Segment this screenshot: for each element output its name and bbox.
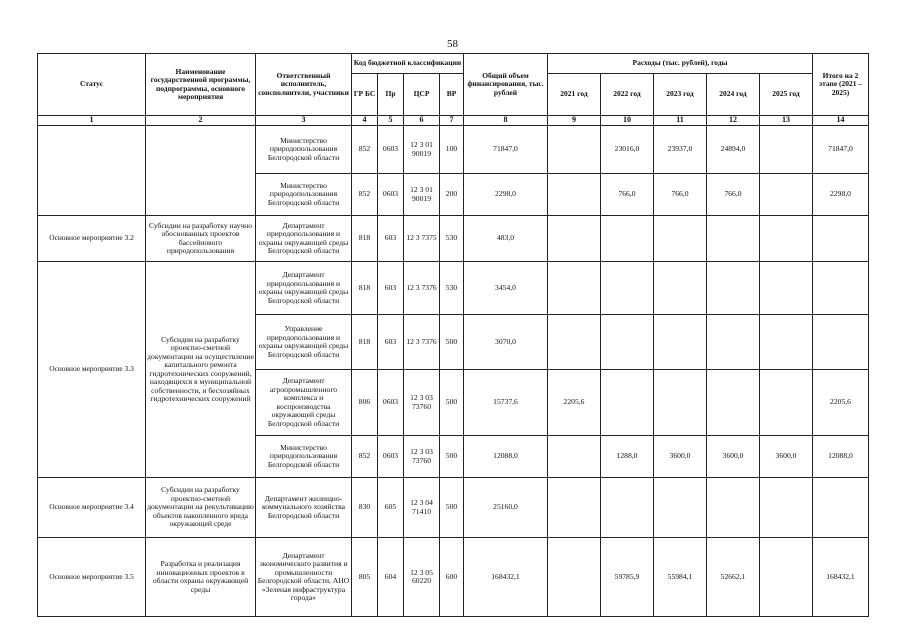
responsible-cell: Управление природопользования и охраны окружающей среды Белгородской области bbox=[256, 315, 352, 370]
vr-cell: 500 bbox=[440, 370, 464, 436]
col-number: 14 bbox=[813, 116, 869, 126]
grbs-cell: 805 bbox=[352, 538, 378, 617]
y2024-cell: 24894,0 bbox=[707, 126, 760, 174]
name-cell: Разработка и реализация инновационных проектов в области охраны окружающей среды bbox=[146, 538, 256, 617]
y2023-cell bbox=[654, 216, 707, 262]
total-cell: 12088,0 bbox=[464, 436, 548, 478]
y2023-cell: 55984,1 bbox=[654, 538, 707, 617]
col-number: 9 bbox=[548, 116, 601, 126]
y2025-cell bbox=[760, 174, 813, 216]
y2025-cell bbox=[760, 370, 813, 436]
grbs-cell: 830 bbox=[352, 478, 378, 538]
pr-cell: 603 bbox=[378, 216, 404, 262]
csr-cell: 12 3 04 71410 bbox=[404, 478, 440, 538]
col-number: 10 bbox=[601, 116, 654, 126]
stage-total-cell bbox=[813, 315, 869, 370]
name-cell: Субсидии на разработку проектно-сметной документации на рекультивацию объектов накопленного вреда окружающей среде bbox=[146, 478, 256, 538]
header-total-fin: Общий объем финансирования, тыс. рублей bbox=[464, 54, 548, 116]
pr-cell: 604 bbox=[378, 538, 404, 617]
y2023-cell bbox=[654, 262, 707, 315]
col-number: 4 bbox=[352, 116, 378, 126]
status-cell bbox=[38, 126, 146, 216]
col-number: 2 bbox=[146, 116, 256, 126]
y2023-cell: 23937,0 bbox=[654, 126, 707, 174]
y2022-cell bbox=[601, 478, 654, 538]
y2025-cell bbox=[760, 315, 813, 370]
header-responsible: Ответственный исполнитель, соисполнители, участники bbox=[256, 54, 352, 116]
grbs-cell: 818 bbox=[352, 315, 378, 370]
total-cell: 3070,0 bbox=[464, 315, 548, 370]
header-status: Статус bbox=[38, 54, 146, 116]
y2021-cell bbox=[548, 478, 601, 538]
table-row bbox=[38, 126, 869, 174]
stage-total-cell: 12088,0 bbox=[813, 436, 869, 478]
pr-cell: 0603 bbox=[378, 436, 404, 478]
csr-cell: 12 3 03 73760 bbox=[404, 370, 440, 436]
status-cell: Основное мероприятие 3.3 bbox=[38, 262, 146, 478]
col-number: 8 bbox=[464, 116, 548, 126]
y2022-cell: 23016,0 bbox=[601, 126, 654, 174]
grbs-cell: 852 bbox=[352, 126, 378, 174]
total-cell: 15737,6 bbox=[464, 370, 548, 436]
header-2021: 2021 год bbox=[548, 74, 601, 116]
y2024-cell: 52662,1 bbox=[707, 538, 760, 617]
total-cell: 3454,0 bbox=[464, 262, 548, 315]
y2023-cell bbox=[654, 478, 707, 538]
status-cell: Основное мероприятие 3.5 bbox=[38, 538, 146, 617]
y2021-cell bbox=[548, 538, 601, 617]
pr-cell: 603 bbox=[378, 315, 404, 370]
vr-cell: 500 bbox=[440, 315, 464, 370]
y2022-cell: 1288,0 bbox=[601, 436, 654, 478]
csr-cell: 12 3 7376 bbox=[404, 315, 440, 370]
responsible-cell: Департамент экономического развития и промышленности Белгородской области, АНО «Зеленая инфраструктура города» bbox=[256, 538, 352, 617]
responsible-cell: Департамент жилищно-коммунального хозяйства Белгородской области bbox=[256, 478, 352, 538]
header-row-1 bbox=[38, 54, 869, 74]
vr-cell: 600 bbox=[440, 538, 464, 617]
y2024-cell bbox=[707, 370, 760, 436]
responsible-cell: Департамент природопользования и охраны окружающей среды Белгородской области bbox=[256, 216, 352, 262]
name-cell bbox=[146, 126, 256, 216]
header-expenses-group: Расходы (тыс. рублей), годы bbox=[548, 54, 813, 74]
y2021-cell bbox=[548, 216, 601, 262]
y2023-cell bbox=[654, 370, 707, 436]
vr-cell: 500 bbox=[440, 478, 464, 538]
stage-total-cell bbox=[813, 216, 869, 262]
stage-total-cell bbox=[813, 478, 869, 538]
vr-cell: 530 bbox=[440, 262, 464, 315]
table-row bbox=[38, 538, 869, 617]
pr-cell: 605 bbox=[378, 478, 404, 538]
y2021-cell bbox=[548, 174, 601, 216]
col-number: 3 bbox=[256, 116, 352, 126]
y2025-cell bbox=[760, 262, 813, 315]
y2023-cell: 3600,0 bbox=[654, 436, 707, 478]
y2024-cell: 3600,0 bbox=[707, 436, 760, 478]
header-2023: 2023 год bbox=[654, 74, 707, 116]
col-number: 5 bbox=[378, 116, 404, 126]
vr-cell: 200 bbox=[440, 174, 464, 216]
stage-total-cell: 2298,0 bbox=[813, 174, 869, 216]
y2024-cell bbox=[707, 216, 760, 262]
pr-cell: 603 bbox=[378, 262, 404, 315]
header-stage-total: Итого на 2 этапе (2021 – 2025) bbox=[813, 54, 869, 116]
stage-total-cell: 71847,0 bbox=[813, 126, 869, 174]
y2022-cell: 766,0 bbox=[601, 174, 654, 216]
responsible-cell: Министерство природопользования Белгородской области bbox=[256, 174, 352, 216]
pr-cell: 0603 bbox=[378, 126, 404, 174]
y2022-cell: 59785,9 bbox=[601, 538, 654, 617]
y2023-cell bbox=[654, 315, 707, 370]
name-cell: Субсидии на разработку проектно-сметной документации на осуществление капитального ремонта гидротехнических сооружений, находящихся в муниципальной собственности, и бесхозяйных гидротехнических сооружений bbox=[146, 262, 256, 478]
header-2024: 2024 год bbox=[707, 74, 760, 116]
grbs-cell: 818 bbox=[352, 262, 378, 315]
pr-cell: 0603 bbox=[378, 370, 404, 436]
y2023-cell: 766,0 bbox=[654, 174, 707, 216]
grbs-cell: 852 bbox=[352, 436, 378, 478]
csr-cell: 12 3 01 90019 bbox=[404, 174, 440, 216]
csr-cell: 12 3 03 73760 bbox=[404, 436, 440, 478]
page-number: 58 bbox=[447, 38, 458, 50]
y2021-cell: 2205,6 bbox=[548, 370, 601, 436]
total-cell: 25160,0 bbox=[464, 478, 548, 538]
responsible-cell: Министерство природопользования Белгородской области bbox=[256, 126, 352, 174]
col-number: 6 bbox=[404, 116, 440, 126]
name-cell: Субсидии на разработку научно обоснованных проектов бассейнового природопользования bbox=[146, 216, 256, 262]
y2024-cell bbox=[707, 262, 760, 315]
y2021-cell bbox=[548, 315, 601, 370]
table-row bbox=[38, 216, 869, 262]
csr-cell: 12 3 7376 bbox=[404, 262, 440, 315]
col-number: 12 bbox=[707, 116, 760, 126]
col-number: 1 bbox=[38, 116, 146, 126]
y2022-cell bbox=[601, 262, 654, 315]
vr-cell: 500 bbox=[440, 436, 464, 478]
responsible-cell: Департамент агропромышленного комплекса и воспроизводства окружающей среды Белгородской области bbox=[256, 370, 352, 436]
stage-total-cell: 2205,6 bbox=[813, 370, 869, 436]
header-code-group: Код бюджетной классификации bbox=[352, 54, 464, 74]
status-cell: Основное мероприятие 3.2 bbox=[38, 216, 146, 262]
table-row bbox=[38, 478, 869, 538]
header-2025: 2025 год bbox=[760, 74, 813, 116]
vr-cell: 530 bbox=[440, 216, 464, 262]
header-vr: ВР bbox=[440, 74, 464, 116]
y2021-cell bbox=[548, 436, 601, 478]
responsible-cell: Департамент природопользования и охраны окружающей среды Белгородской области bbox=[256, 262, 352, 315]
header-2022: 2022 год bbox=[601, 74, 654, 116]
col-number: 13 bbox=[760, 116, 813, 126]
header-name: Наименование государственной программы, подпрограммы, основного мероприятия bbox=[146, 54, 256, 116]
pr-cell: 0603 bbox=[378, 174, 404, 216]
y2025-cell bbox=[760, 538, 813, 617]
y2024-cell: 766,0 bbox=[707, 174, 760, 216]
y2025-cell bbox=[760, 478, 813, 538]
responsible-cell: Министерство природопользования Белгородской области bbox=[256, 436, 352, 478]
y2024-cell bbox=[707, 315, 760, 370]
csr-cell: 12 3 05 60220 bbox=[404, 538, 440, 617]
header-grbs: ГР БС bbox=[352, 74, 378, 116]
status-cell: Основное мероприятие 3.4 bbox=[38, 478, 146, 538]
y2021-cell bbox=[548, 126, 601, 174]
y2025-cell: 3600,0 bbox=[760, 436, 813, 478]
header-pr: Пр bbox=[378, 74, 404, 116]
header-csr: ЦСР bbox=[404, 74, 440, 116]
grbs-cell: 806 bbox=[352, 370, 378, 436]
y2025-cell bbox=[760, 216, 813, 262]
y2025-cell bbox=[760, 126, 813, 174]
total-cell: 2298,0 bbox=[464, 174, 548, 216]
y2022-cell bbox=[601, 216, 654, 262]
stage-total-cell: 168432,1 bbox=[813, 538, 869, 617]
budget-table bbox=[37, 53, 869, 617]
y2024-cell bbox=[707, 478, 760, 538]
table-row bbox=[38, 262, 869, 315]
vr-cell: 100 bbox=[440, 126, 464, 174]
stage-total-cell bbox=[813, 262, 869, 315]
grbs-cell: 818 bbox=[352, 216, 378, 262]
y2021-cell bbox=[548, 262, 601, 315]
column-numbers-row bbox=[38, 116, 869, 126]
csr-cell: 12 3 7375 bbox=[404, 216, 440, 262]
grbs-cell: 852 bbox=[352, 174, 378, 216]
total-cell: 71847,0 bbox=[464, 126, 548, 174]
csr-cell: 12 3 01 90019 bbox=[404, 126, 440, 174]
total-cell: 483,0 bbox=[464, 216, 548, 262]
col-number: 7 bbox=[440, 116, 464, 126]
y2022-cell bbox=[601, 315, 654, 370]
total-cell: 168432,1 bbox=[464, 538, 548, 617]
y2022-cell bbox=[601, 370, 654, 436]
col-number: 11 bbox=[654, 116, 707, 126]
